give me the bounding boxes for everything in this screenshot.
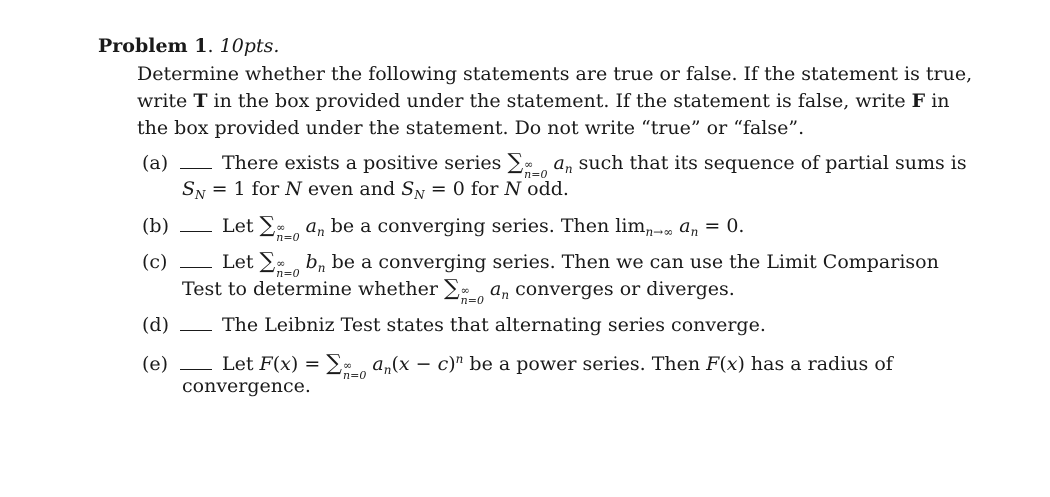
statement-e-text: Let F(x) = ∑ ∞ n=0 $a_n(x - c)^n$ be a power series. Then F(x) has a radius of xyxy=(222,351,893,382)
statement-d-answer-blank[interactable] xyxy=(180,329,212,331)
statement-e-answer-blank[interactable] xyxy=(180,368,212,370)
statement-c-answer-blank[interactable] xyxy=(180,266,212,268)
statement-c-text-continued: Test to determine whether ∑ ∞ n=0 $a_n$ converges or diverges. xyxy=(182,276,735,307)
instructions-line-3: the box provided under the statement. Do not write “true” or “false”. xyxy=(137,117,805,139)
statement-e xyxy=(142,346,968,400)
statement-b-answer-blank[interactable] xyxy=(180,230,212,232)
statement-a-text: There exists a positive series ∑ ∞ n=0 $a_n$ such that its sequence of partial sums is xyxy=(222,150,967,181)
statement-c xyxy=(142,248,968,309)
problem-heading xyxy=(98,33,279,59)
statement-d-label: (d) xyxy=(142,314,169,336)
instructions xyxy=(137,61,973,142)
statement-a xyxy=(142,149,968,209)
statement-d-text: The Leibniz Test states that alternating series converge. xyxy=(222,314,766,336)
problem-title-separator: . xyxy=(207,35,220,57)
statement-c-text: Let ∑ ∞ n=0 $b_n$ be a converging series. Then we can use the Limit Comparison xyxy=(222,249,939,280)
statement-b-text: Let ∑ ∞ n=0 $a_n$ be a converging series. Then $\lim_{n\to\infty} a_n = 0$. xyxy=(222,213,745,244)
problem-title: Problem 1 xyxy=(98,35,208,57)
statement-a-answer-blank[interactable] xyxy=(180,167,212,169)
instructions-line-2: write T in the box provided under the statement. If the statement is false, write F in xyxy=(137,90,950,112)
statement-b xyxy=(142,212,968,244)
statement-e-text-continued: convergence. xyxy=(182,375,311,397)
statement-a-label: (a) xyxy=(142,152,169,174)
statement-d xyxy=(142,312,968,339)
statement-e-label: (e) xyxy=(142,353,169,375)
statement-a-text-continued: $S_N = 1$ for N even and $S_N = 0$ for N odd. xyxy=(182,178,569,202)
instructions-line-1: Determine whether the following statements are true or false. If the statement is true, xyxy=(137,63,973,85)
problem-points: 10pts. xyxy=(219,35,280,57)
statement-b-label: (b) xyxy=(142,215,169,237)
statement-c-label: (c) xyxy=(142,251,168,273)
